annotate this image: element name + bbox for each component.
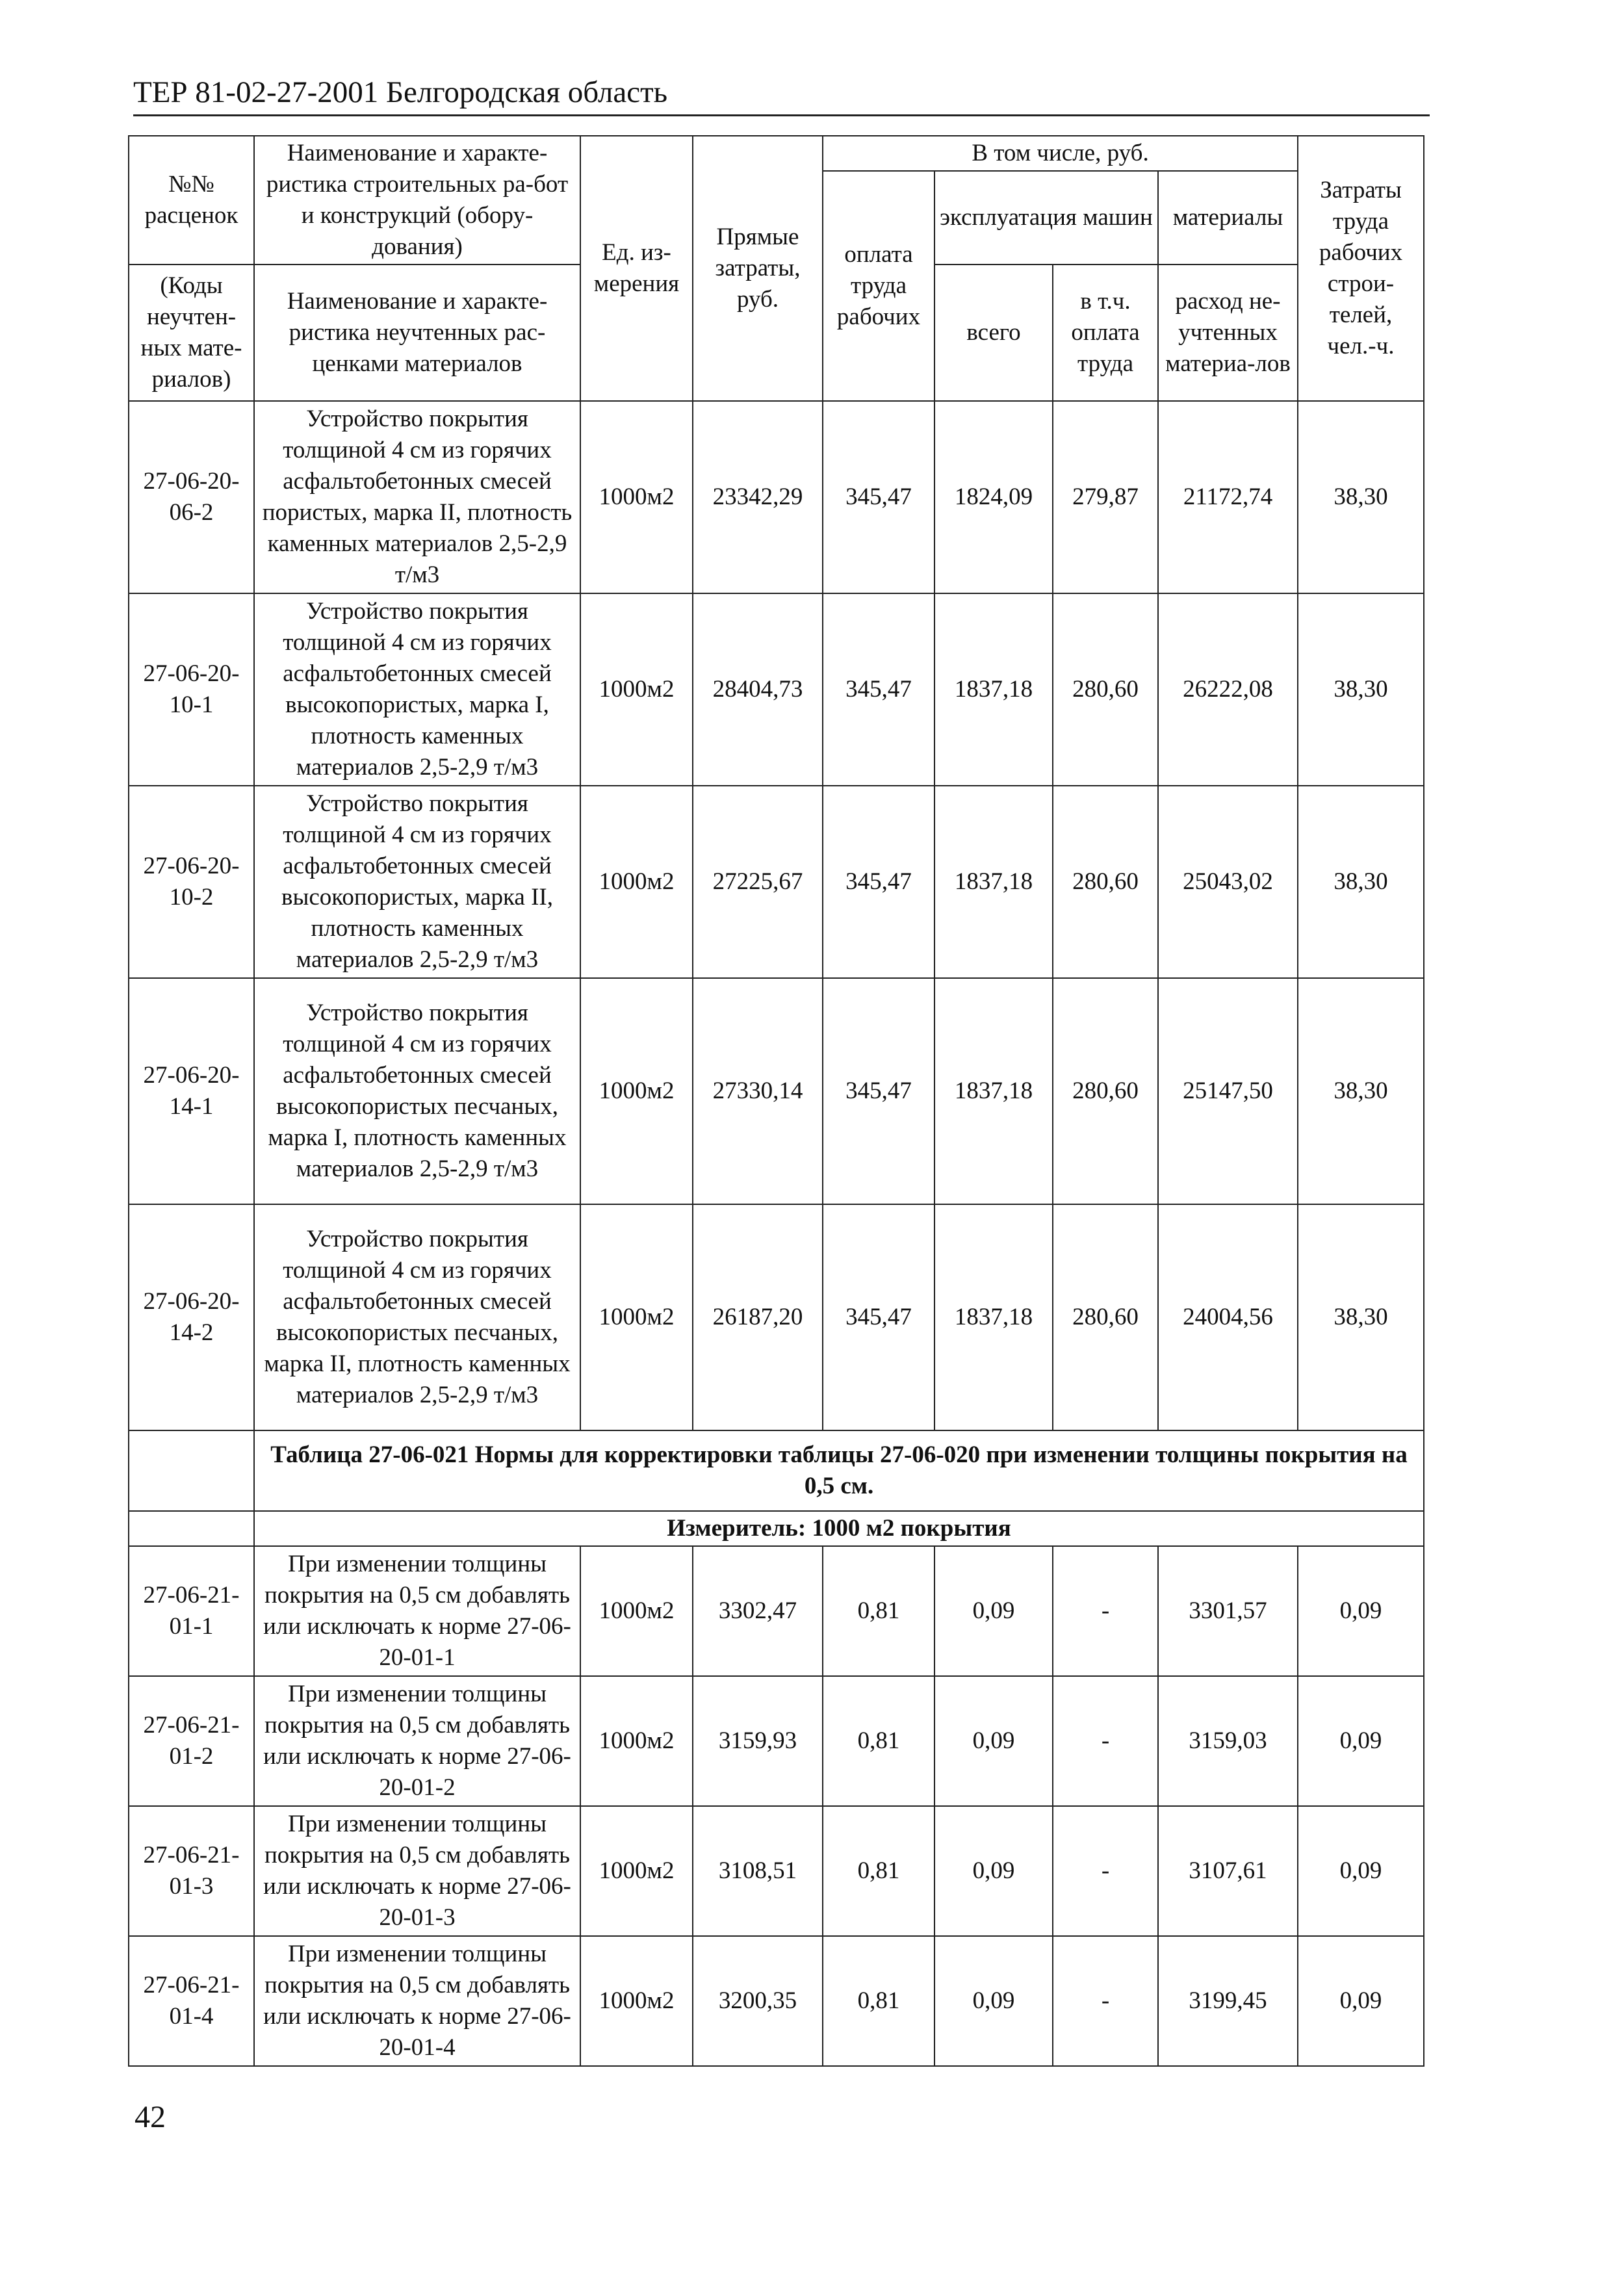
table-row: [129, 401, 1424, 593]
row-name: Устройство покрытия толщиной 4 см из горячих асфальтобетонных смесей пористых, марка II, плотность каменных материалов 2,5-2,9 т/м3: [254, 401, 580, 593]
row-mach-labor: 280,60: [1053, 786, 1158, 978]
row-labor-cost: 38,30: [1298, 978, 1424, 1204]
row-mach: 0,09: [934, 1546, 1053, 1676]
table-row: [129, 593, 1424, 786]
row-unit: 1000м2: [580, 1546, 693, 1676]
col-name-sub-header: Наименование и характе-ристика неучтенных рас-ценками материалов: [254, 265, 580, 401]
row-labor-cost: 38,30: [1298, 401, 1424, 593]
row-mach: 0,09: [934, 1936, 1053, 2066]
row-materials: 3199,45: [1158, 1936, 1298, 2066]
col-labor-header: оплата труда рабочих: [823, 171, 934, 401]
table-row: [129, 1204, 1424, 1430]
col-machines-header: эксплуатация машин: [934, 171, 1158, 265]
row-mach-labor: 280,60: [1053, 978, 1158, 1204]
row-code: 27-06-20-06-2: [129, 401, 254, 593]
row-labor-cost: 38,30: [1298, 786, 1424, 978]
row-direct: 3159,93: [693, 1676, 823, 1806]
page-header: ТЕР 81-02-27-2001 Белгородская область: [133, 73, 1430, 116]
row-unit: 1000м2: [580, 1806, 693, 1936]
section-meter: Измеритель: 1000 м2 покрытия: [254, 1511, 1424, 1546]
row-code: 27-06-21-01-1: [129, 1546, 254, 1676]
table-row: [129, 786, 1424, 978]
row-unit: 1000м2: [580, 786, 693, 978]
row-mach-labor: -: [1053, 1676, 1158, 1806]
row-direct: 3200,35: [693, 1936, 823, 2066]
row-labor: 345,47: [823, 401, 934, 593]
row-mach-labor: -: [1053, 1936, 1158, 2066]
row-code: 27-06-20-10-2: [129, 786, 254, 978]
row-mach-labor: -: [1053, 1806, 1158, 1936]
row-code: 27-06-20-14-1: [129, 978, 254, 1204]
row-mach-labor: 280,60: [1053, 593, 1158, 786]
row-code: 27-06-21-01-2: [129, 1676, 254, 1806]
row-labor-cost: 0,09: [1298, 1936, 1424, 2066]
table-row: [129, 1806, 1424, 1936]
row-labor-cost: 38,30: [1298, 593, 1424, 786]
row-code: 27-06-20-10-1: [129, 593, 254, 786]
row-labor: 0,81: [823, 1676, 934, 1806]
row-name: При изменении толщины покрытия на 0,5 см добавлять или исключать к норме 27-06-20-01-4: [254, 1936, 580, 2066]
row-mach-labor: 279,87: [1053, 401, 1158, 593]
row-direct: 28404,73: [693, 593, 823, 786]
row-labor-cost: 38,30: [1298, 1204, 1424, 1430]
table-row: [129, 1936, 1424, 2066]
row-unit: 1000м2: [580, 1676, 693, 1806]
row-mach: 1837,18: [934, 786, 1053, 978]
col-mach-labor-header: в т.ч. оплата труда: [1053, 265, 1158, 401]
col-code-sub-header: (Коды неучтен-ных мате-риалов): [129, 265, 254, 401]
row-code: 27-06-21-01-3: [129, 1806, 254, 1936]
row-name: Устройство покрытия толщиной 4 см из горячих асфальтобетонных смесей высокопористых, марка I, плотность каменных материалов 2,5-2,9 т/м3: [254, 593, 580, 786]
row-direct: 27225,67: [693, 786, 823, 978]
row-unit: 1000м2: [580, 1204, 693, 1430]
page-number: 42: [135, 2100, 166, 2134]
row-materials: 3107,61: [1158, 1806, 1298, 1936]
row-name: При изменении толщины покрытия на 0,5 см добавлять или исключать к норме 27-06-20-01-3: [254, 1806, 580, 1936]
row-labor-cost: 0,09: [1298, 1546, 1424, 1676]
row-materials: 21172,74: [1158, 401, 1298, 593]
row-unit: 1000м2: [580, 1936, 693, 2066]
row-labor: 345,47: [823, 1204, 934, 1430]
col-code-header: №№ расценок: [129, 136, 254, 265]
col-mach-total-header: всего: [934, 265, 1053, 401]
row-labor: 345,47: [823, 786, 934, 978]
row-mach: 0,09: [934, 1806, 1053, 1936]
row-labor: 0,81: [823, 1936, 934, 2066]
row-mach: 1824,09: [934, 401, 1053, 593]
row-code: 27-06-21-01-4: [129, 1936, 254, 2066]
row-direct: 26187,20: [693, 1204, 823, 1430]
row-labor: 345,47: [823, 593, 934, 786]
row-code: 27-06-20-14-2: [129, 1204, 254, 1430]
row-unit: 1000м2: [580, 978, 693, 1204]
col-mat-unacc-header: расход не-учтенных материа-лов: [1158, 265, 1298, 401]
table-row: [129, 978, 1424, 1204]
row-direct: 3108,51: [693, 1806, 823, 1936]
empty-cell: [129, 1511, 254, 1546]
col-name-header: Наименование и характе-ристика строительных ра-бот и конструкций (обору-дования): [254, 136, 580, 265]
row-direct: 27330,14: [693, 978, 823, 1204]
row-materials: 25043,02: [1158, 786, 1298, 978]
row-labor: 345,47: [823, 978, 934, 1204]
row-materials: 25147,50: [1158, 978, 1298, 1204]
empty-cell: [129, 1430, 254, 1511]
row-mach-labor: 280,60: [1053, 1204, 1158, 1430]
row-name: При изменении толщины покрытия на 0,5 см добавлять или исключать к норме 27-06-20-01-1: [254, 1546, 580, 1676]
row-name: Устройство покрытия толщиной 4 см из горячих асфальтобетонных смесей высокопористых песчаных, марка II, плотность каменных материалов 2,5-2,9 т/м3: [254, 1204, 580, 1430]
row-unit: 1000м2: [580, 401, 693, 593]
col-direct-header: Прямые затраты, руб.: [693, 136, 823, 401]
row-labor-cost: 0,09: [1298, 1676, 1424, 1806]
row-name: Устройство покрытия толщиной 4 см из горячих асфальтобетонных смесей высокопористых песчаных, марка I, плотность каменных материалов 2,5-2,9 т/м3: [254, 978, 580, 1204]
row-materials: 24004,56: [1158, 1204, 1298, 1430]
section-title: Таблица 27-06-021 Нормы для корректировки таблицы 27-06-020 при изменении толщины покрытия на 0,5 см.: [254, 1430, 1424, 1511]
row-materials: 3301,57: [1158, 1546, 1298, 1676]
row-direct: 23342,29: [693, 401, 823, 593]
row-materials: 3159,03: [1158, 1676, 1298, 1806]
col-materials-header: материалы: [1158, 171, 1298, 265]
row-mach-labor: -: [1053, 1546, 1158, 1676]
col-unit-header: Ед. из-мерения: [580, 136, 693, 401]
row-mach: 1837,18: [934, 1204, 1053, 1430]
row-direct: 3302,47: [693, 1546, 823, 1676]
table-row: [129, 1546, 1424, 1676]
row-mach: 1837,18: [934, 593, 1053, 786]
row-materials: 26222,08: [1158, 593, 1298, 786]
norms-table: [128, 135, 1424, 2067]
row-name: При изменении толщины покрытия на 0,5 см добавлять или исключать к норме 27-06-20-01-2: [254, 1676, 580, 1806]
row-unit: 1000м2: [580, 593, 693, 786]
row-labor: 0,81: [823, 1546, 934, 1676]
row-labor: 0,81: [823, 1806, 934, 1936]
row-mach: 0,09: [934, 1676, 1053, 1806]
row-name: Устройство покрытия толщиной 4 см из горячих асфальтобетонных смесей высокопористых, марка II, плотность каменных материалов 2,5-2,9 т/м3: [254, 786, 580, 978]
col-incl-header: В том числе, руб.: [823, 136, 1298, 171]
col-labor-cost-header: Затраты труда рабочих строи-телей, чел.-ч.: [1298, 136, 1424, 401]
row-mach: 1837,18: [934, 978, 1053, 1204]
table-row: [129, 1676, 1424, 1806]
row-labor-cost: 0,09: [1298, 1806, 1424, 1936]
